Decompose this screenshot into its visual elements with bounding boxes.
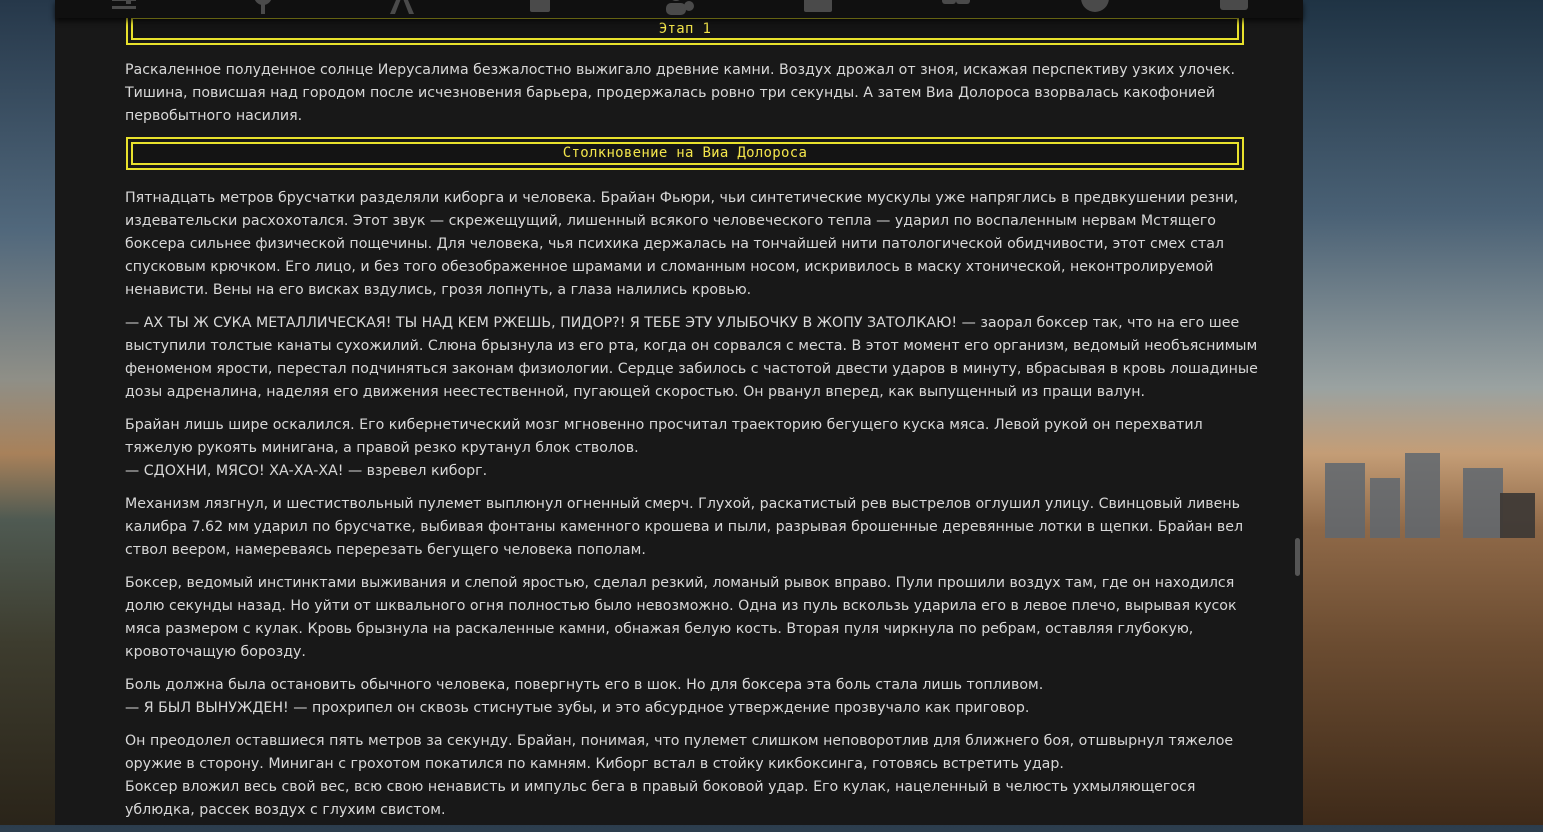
- section-heading: Столкновение на Виа Долороса: [126, 137, 1244, 170]
- story-paragraph: Он преодолел оставшиеся пять метров за секунду. Брайан, понимая, что пулемет слишком неповоротлив для ближнего боя, отшвырнул тяжелое оружие в сторону. Миниган с грохотом покатился по камням. Киборг встал в стойку кикбоксинга, готовясь встретить удар. Боксер вложил весь свой вес, всю свою ненависть и импульс бега в правый боковой удар. Его кулак, нацеленный в челюсть ухмыляющегося ублюдка, рассек воздух с глухим свистом.: [125, 733, 1234, 818]
- scrollbar-thumb[interactable]: [1295, 538, 1300, 576]
- stage-heading: Этап 1: [126, 12, 1244, 45]
- story-paragraph: Брайан лишь шире оскалился. Его кибернетический мозг мгновенно просчитал траекторию бегущего куска мяса. Левой рукой он перехватил тяжелую рукоять минигана, а правой резко крутанул блок стволов. — СДОХНИ, МЯСО! ХА-ХА-ХА! — взревел киборг.: [125, 417, 1203, 479]
- story-paragraph: Раскаленное полуденное солнце Иерусалима безжалостно выжигало древние камни. Воздух дрожал от зноя, искажая перспективу узких улочек. Тишина, повисшая над городом после исчезновения барьера, продержалась ровно три секунды. А затем Виа Долороса взорвалась какофонией первобытного насилия.: [125, 62, 1236, 124]
- story-paragraph: Пятнадцать метров брусчатки разделяли киборга и человека. Брайан Фьюри, чьи синтетические мускулы уже напряглись в предвкушении резни, издевательски расхохотался. Этот звук — скрежещущий, лишенный всякого человеческого тепла — ударил по воспаленным нервам Мстящего боксера сильнее физической пощечины. Для человека, чья психика держалась на тончайшей нити патологической обидчивости, этот смех стал спусковым крючком. Его лицо, и без того обезображенное шрамами и сломанным носом, искривилось в маску хтонической, неконтролируемой ненависти. Вены на его висках вздулись, грозя лопнуть, а глаза налились кровью.: [125, 190, 1239, 298]
- story-panel: [55, 0, 1303, 825]
- sliders-icon[interactable]: [106, 0, 142, 16]
- pin-icon[interactable]: [245, 0, 281, 16]
- story-paragraph: Боксер, ведомый инстинктами выживания и слепой яростью, сделал резкий, ломаный рывок вправо. Пули прошили воздух там, где он находился долю секунды назад. Но уйти от шквального огня полностью было невозможно. Одна из пуль вскользь ударила его в левое плечо, вырывая кусок мяса размером с кулак. Кровь брызнула на раскаленные камни, обнажая белую кость. Вторая пуля чиркнула по ребрам, оставляя глубокую, кровоточащую борозду.: [125, 575, 1237, 660]
- background-right: [1303, 0, 1543, 825]
- book-icon[interactable]: [522, 0, 558, 16]
- smiley-icon[interactable]: [1077, 0, 1113, 16]
- font-icon[interactable]: [384, 0, 420, 16]
- background-left: [0, 0, 55, 825]
- story-paragraph: Боль должна была остановить обычного человека, повергнуть его в шок. Но для боксера эта боль стала лишь топливом. — Я БЫЛ ВЫНУЖДЕН! — прохрипел он сквозь стиснутые зубы, и это абсурдное утверждение прозвучало как приговор.: [125, 677, 1044, 716]
- background-ruins: [1315, 448, 1543, 538]
- image-icon[interactable]: [800, 0, 836, 16]
- user-settings-icon[interactable]: [661, 0, 697, 16]
- id-card-icon[interactable]: [1216, 0, 1252, 16]
- story-paragraph: Механизм лязгнул, и шестиствольный пулемет выплюнул огненный смерч. Глухой, раскатистый рев выстрелов оглушил улицу. Свинцовый ливень калибра 7.62 мм ударил по брусчатке, выбивая фонтаны каменного крошева и пыли, разрывая брошенные деревянные лотки в щепки. Брайан вел ствол веером, намереваясь перерезать бегущего человека пополам.: [125, 496, 1244, 558]
- intro-block: [125, 59, 1259, 138]
- dice-icon[interactable]: [938, 0, 974, 16]
- story-paragraph: — АХ ТЫ Ж СУКА МЕТАЛЛИЧЕСКАЯ! ТЫ НАД КЕМ РЖЕШЬ, ПИДОР?! Я ТЕБЕ ЭТУ УЛЫБОЧКУ В ЖОПУ ЗАТОЛКАЮ! — заорал боксер так, что на его шее выступили толстые канаты сухожилий. Слюна брызнула из его рта, когда он сорвался с места. В этот момент его организм, ведомый необъяснимым феноменом ярости, перестал подчиняться законам физиологии. Сердце забилось с частотой двести ударов в минуту, вбрасывая в кровь лошадиные дозы адреналина, наделяя его движения неестественной, пугающей скоростью. Он рванул вперед, как выпущенный из пращи валун.: [125, 315, 1258, 400]
- top-navigation-bar: [55, 0, 1303, 18]
- story-body: [125, 187, 1259, 832]
